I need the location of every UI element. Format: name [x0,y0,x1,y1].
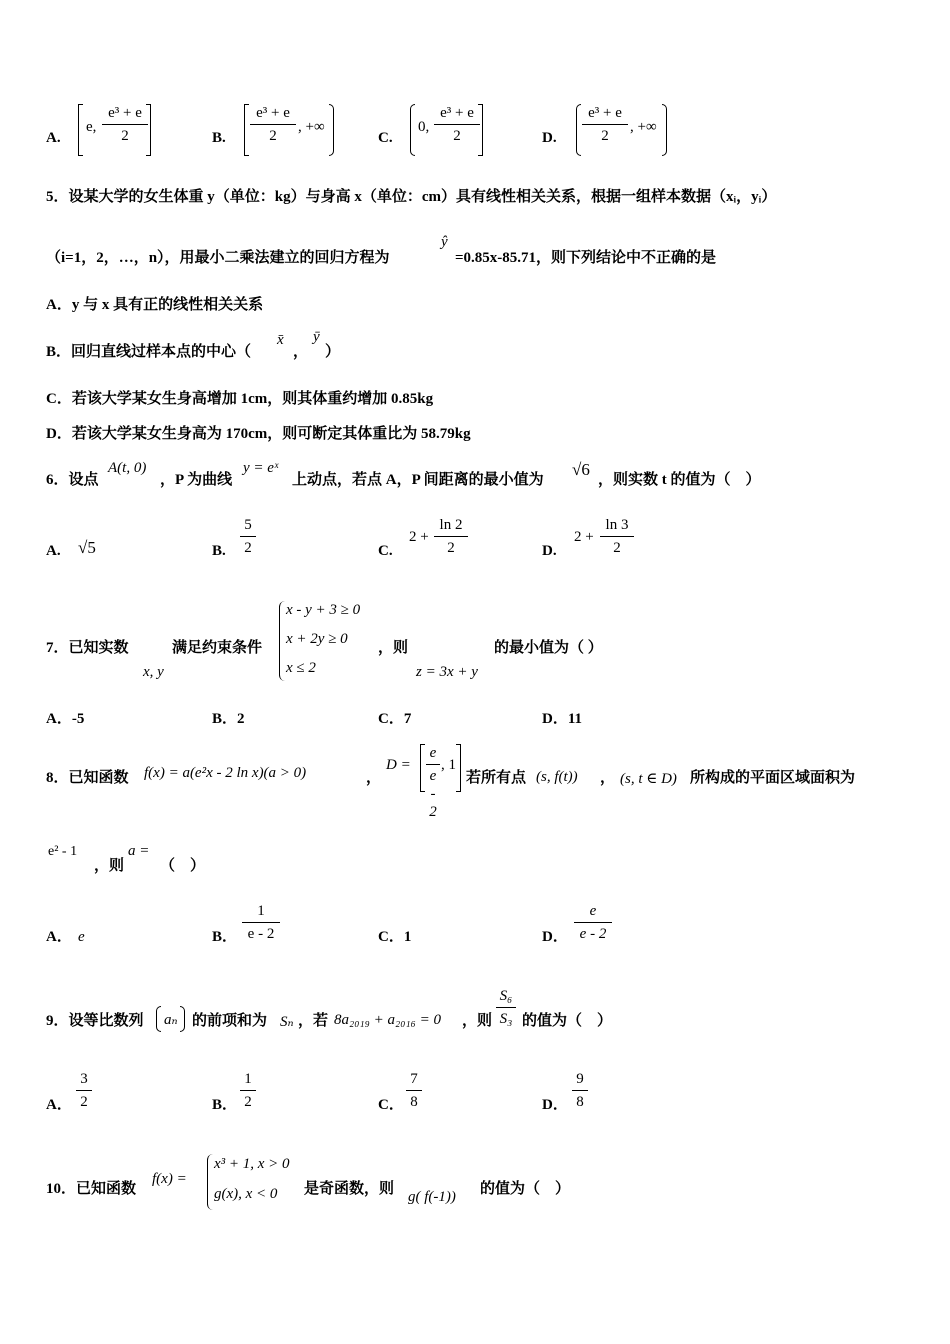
option-letter: A． [46,929,72,945]
option-letter: D. [542,130,557,146]
q10-stem-a: 10．已知函数 [46,1181,137,1197]
fraction: 3 2 [76,1070,92,1111]
q5-stem-line2b: =0.85x-85.71，则下列结论中不正确的是 [455,250,717,266]
fraction: ln 3 2 [600,516,634,557]
bracket-left [78,104,83,156]
fraction: e e - 2 [426,744,440,821]
q8-option-a-value: e [78,929,85,945]
q6-stem-a: 6．设点 [46,472,99,488]
q8-stem-a: 8．已知函数 [46,770,129,786]
q9-stem-b: 的前项和为 [192,1013,268,1029]
q7-option-d: D．11 [542,711,583,727]
q6-stem-d: ，则实数 t 的值为（ ） [598,472,761,488]
q7-stem-d: 的最小值为（ ） [494,640,603,656]
a-variable: a = [128,843,150,859]
comma: ， [600,770,616,786]
option-letter: B. [212,543,226,559]
y-hat: ŷ [441,234,448,250]
interval-end: , +∞ [298,119,325,135]
interval-start: 0, [418,119,430,135]
option-letter: A． [46,1097,72,1113]
function-f: f(x) = a(e²x - 2 ln x)(a > 0) [144,765,307,781]
interval-end: , +∞ [630,119,657,135]
option-letter: D. [542,543,557,559]
fraction: 9 8 [572,1070,588,1111]
option-letter: C. [378,543,393,559]
q5-option-b-start: B．回归直线过样本点的中心（ [46,344,252,360]
q5-option-b-end: ） [325,344,341,360]
option-letter: B. [212,130,226,146]
y-bar: ȳ [313,329,320,345]
variables: x, y [143,664,164,680]
q10-stem-c: 的值为（ ） [480,1181,571,1197]
q8-stem-d: 所构成的平面区域面积为 [690,770,856,786]
constraint-2: x + 2y ≥ 0 [286,631,348,647]
paren-right [662,104,667,156]
brace-right [180,1006,185,1032]
q7-option-c: C．7 [378,711,412,727]
brace-left [156,1006,161,1032]
comma: ， [293,344,309,360]
plus-term: 2 + [574,529,594,545]
bracket-right [478,104,483,156]
fraction: ln 2 2 [434,516,468,557]
fraction: S₆ S₃ [496,987,516,1028]
sqrt-six: √6 [572,460,590,479]
q8-stem-e: ，则 [94,858,125,874]
paren-left [410,104,415,156]
constraint-1: x - y + 3 ≥ 0 [286,602,361,618]
option-letter: B． [212,1097,238,1113]
curve: y = eˣ [243,460,279,476]
q10-stem-b: 是奇函数，则 [304,1181,395,1197]
q8-stem-f: （ ） [160,858,206,874]
q6-stem-c: 上动点，若点 A，P 间距离的最小值为 [292,472,544,488]
x-bar: x̄ [277,332,284,348]
q5-stem-line2a: （i=1，2，…，n），用最小二乘法建立的回归方程为 [46,250,390,266]
sequence: aₙ [164,1012,178,1028]
brace [279,601,286,681]
q7-option-a: A．-5 [46,711,85,727]
fraction: e³ + e 2 [250,104,296,145]
expression: g( f(-1)) [408,1189,456,1205]
point-a: A(t, 0) [108,460,147,476]
paren-left [576,104,581,156]
q5-option-c: C．若该大学某女生身高增加 1cm，则其体重约增加 0.85kg [46,391,434,407]
constraint-3: x ≤ 2 [286,660,316,676]
option-letter: B． [212,929,238,945]
option-letter: D． [542,1097,568,1113]
condition: (s, t ∈ D) [620,771,677,787]
fraction: e³ + e 2 [434,104,480,145]
domain-d: D = [386,757,411,773]
option-letter: A. [46,543,61,559]
interval-start: e, [86,119,97,135]
q9-stem-d: ，则 [462,1013,493,1029]
case-1: x³ + 1, x > 0 [214,1156,290,1172]
option-letter: C. [378,130,393,146]
bracket-left [244,104,249,156]
bracket-left [420,744,425,792]
q9-stem-a: 9．设等比数列 [46,1013,144,1029]
area-value: e² - 1 [48,844,78,859]
interval-end: , 1 [441,757,456,773]
fraction: e³ + e 2 [582,104,628,145]
q8-stem-b: 若所有点 [466,770,527,786]
brace [207,1154,214,1210]
option-letter: D． [542,929,568,945]
q5-option-d: D．若该大学某女生身高为 170cm，则可断定其体重比为 58.79kg [46,426,471,442]
q8-option-c: C．1 [378,929,412,945]
equation: 8a₂₀₁₉ + a₂₀₁₆ = 0 [334,1012,441,1028]
fraction: 5 2 [240,516,256,557]
q7-stem-a: 7．已知实数 [46,640,129,656]
case-2: g(x), x < 0 [214,1186,278,1202]
q7-stem-c: ，则 [378,640,409,656]
q7-option-b: B．2 [212,711,245,727]
partial-sum: Sₙ [280,1014,294,1030]
q6-stem-b: ，P 为曲线 [160,472,233,488]
q6-option-a-value: √5 [78,538,96,557]
q7-stem-b: 满足约束条件 [172,640,263,656]
fraction: e³ + e 2 [102,104,148,145]
plus-term: 2 + [409,529,429,545]
bracket-right [146,104,151,156]
objective: z = 3x + y [416,664,478,680]
fraction: e e - 2 [574,902,612,943]
fraction: 7 8 [406,1070,422,1111]
bracket-right [456,744,461,792]
paren-right [329,104,334,156]
fraction: 1 2 [240,1070,256,1111]
point-st: (s, f(t)) [536,769,578,785]
q9-stem-c: ，若 [298,1013,329,1029]
option-letter: C． [378,1097,404,1113]
comma: ， [366,770,382,786]
fraction: 1 e - 2 [242,902,280,943]
function-f: f(x) = [152,1171,187,1187]
q9-stem-e: 的值为（ ） [522,1013,613,1029]
q5-stem-line1: 5．设某大学的女生体重 y（单位：kg）与身高 x（单位：cm）具有线性相关关系，根据一组样本数据（xᵢ，yᵢ） [46,189,777,205]
option-letter: A. [46,130,61,146]
q5-option-a: A．y 与 x 具有正的线性相关关系 [46,297,264,313]
